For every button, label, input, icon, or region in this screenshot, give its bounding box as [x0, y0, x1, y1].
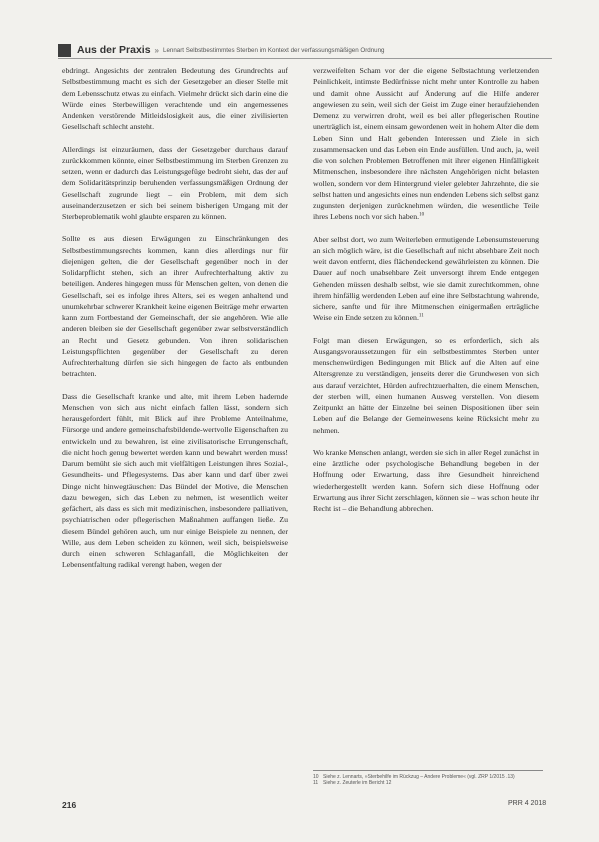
paragraph — [313, 335, 539, 436]
footnote-reference: 11 — [418, 313, 424, 319]
paragraph — [313, 65, 539, 223]
paragraph-text: Folgt man diesen Erwägungen, so es erforderlich, sich als Ausgangsvoraussetzungen für ein selbstbestimmtes Sterben unter menschenwürdigen Bedingungen mit Blick auf die Alten auf eine Altersgrenze zu verständigen, jenseits derer die Grundwesen von sich aus darauf verzichtet, Hürden aufrechtzuerhalten, die einem Menschen, der sterben will, einen humanen Ausweg verstellen. Von diesem Zeitpunkt an hätte der Einzelne bei seinen Dispositionen über sein Leben auf die Belange der Gemeinwesens keine Rücksicht mehr zu nehmen. — [313, 335, 539, 435]
paragraph — [313, 234, 539, 324]
footnote-reference: 10 — [419, 212, 425, 218]
header-separator: » — [154, 45, 159, 55]
journal-issue: PRR 4 2018 — [508, 800, 547, 807]
article-subtitle: Lennart Selbstbestimmtes Sterben im Kontext der verfassungsmäßigen Ordnung — [163, 46, 385, 54]
left-text-column — [62, 65, 288, 571]
running-header — [58, 42, 552, 59]
footnote-text: Siehe z. Lennarts, »Sterbehilfe im Rückzug – Andere Probleme« (vgl. ZRP 1/2015 .13) — [323, 774, 515, 780]
right-text-column — [313, 65, 539, 514]
section-marker-square — [58, 44, 71, 57]
footnotes — [313, 770, 543, 786]
footnote-number: 11 — [313, 780, 319, 787]
paragraph: Allerdings ist einzuräumen, dass der Gesetzgeber durchaus darauf zurückkommen könnte, einer Selbstbestimmung im Sterben Grenzen zu setzen, wenn er dadurch das Leistungsgefüge bedroht sieht, das der auf dem Solidaritätsprinzip beruhenden verfassungsmäßigen Ordnung der Gesellschaft zugrunde liegt – ein Problem, mit dem sich auseinanderzusetzen er sich bei seinem bisherigen Umgang mit der Sterbeproblematik wohl glaubte ersparen zu können. — [62, 144, 288, 221]
page-number: 216 — [62, 800, 77, 810]
footnote — [313, 780, 543, 786]
section-title: Aus der Praxis — [77, 44, 151, 56]
paragraph — [313, 447, 539, 515]
paragraph-text: Aber selbst dort, wo zum Weiterleben ermutigende Lebensumsteuerung an sich möglich wäre, ist die Gesellschaft auf nicht absehbare Zeit noch weit davon entfernt, dies flächendeckend gewährleisten zu können. Die Dauer auf noch unabsehbare Zeit unversorgt ihrem Ende entgegen Gehenden müssen deshalb selbst, wie sie damit zurechtkommen, ohne ihrem hinfällig werdenden Leben auf eine ihre Selbstachtung wahrende, sichere, sanfte und für ihre Mitmenschen einigermaßen erträgliche Weise ein Ende setzen zu können. — [313, 234, 539, 323]
footnote-number: 10 — [313, 774, 319, 780]
paragraph-text: verzweifelten Scham vor der die eigene Selbstachtung verletzenden Peinlichkeit, intimste Bedürfnisse nicht mehr unter Kontrolle zu haben und damit ohne Aussicht auf Änderung auf die Hilfe anderer angewiesen zu sein, weil sich der Geist im Zuge einer heraufziehenden Demenz zu verwirren droht, weil es bei aller pflegerischen Routine unerträglich ist, einem einsam gewordenen weit in hohem Alter die dem Leben Sinn und Halt gebenden Interessen und Ziele in sich zusammensacken und das Leben ein Ende ausfüllen. Und auch, ja, weil die von solchen Problemen Betroffenen mit ihrer eigenen Hinfälligkeit Mitmenschen, insbesondere ihre nächsten Angehörigen nicht belasten wollen, sondern vor dem Hintergrund vieler gelebter Jahrzehnte, die sie selbst hatten und angesichts eines nun endenden Lebens sich selbst ganz zugunsten derjenigen zurücknehmen würden, die wesentliche Teile ihres Lebens noch vor sich haben. — [313, 66, 539, 222]
paragraph: Dass die Gesellschaft kranke und alte, mit ihrem Leben hadernde Menschen von sich aus nicht einfach fallen lässt, sondern sich herausgefordert fühlt, mit Blick auf ihre Probleme Anteilnahme, Fürsorge und andere gemeinschaftsbildende-wertvolle Eigenschaften zu entwickeln und zu bewahren, ist eine zivilisatorische Errungenschaft, die nicht hoch genug bewertet werden kann und bewahrt werden muss! Darum bemüht sie sich auch mit vielfältigen Leistungen ihres Sozial-, Gesundheits- und Pflegesystems. Das aber kann und darf über zwei Dinge nicht hinwegtäuschen: Das Bündel der Motive, die Menschen dazu bewegen, sich das Leben zu nehmen, ist wesentlich weiter gefächert, als dass es sich mit medizinischen, insbesondere palliativen, psychiatrischen oder pflegerischen Maßnahmen auffangen ließe. Zu diesem Bündel gehören auch, um nur einige Beispiele zu nennen, der Wille, aus dem Leben scheiden zu können, weil sich, beispielsweise durch einen schweren Schlaganfall, die Möglichkeiten der Lebensentfaltung radikal verengt haben, wegen der — [62, 391, 288, 570]
paragraph: ebdringt. Angesichts der zentralen Bedeutung des Grundrechts auf Selbstbestimmung macht es sich der Gesetzgeber an dieser Stelle mit dem Lebensschutz etwas zu einfach. Vielmehr drückt sich darin eine die Würde eines Sterbewilligen verachtende und ein angemessenes Andenken verstörende Mitleidslosigkeit aus, die einer zivilisierten Gesellschaft schlecht ansteht. — [62, 66, 288, 132]
footnote-text: Siehe z. Zeuterle im Bericht 12 — [323, 780, 392, 787]
paragraph: Sollte es aus diesen Erwägungen zu Einschränkungen des Selbstbestimmungsrechts kommen, kann dies allerdings nur für diejenigen gelten, die der Gesellschaft gegenüber noch in der Solidarpflicht stehen, sich an ihrer Aufrechterhaltung aktiv zu beteiligen. Anderes hingegen muss für Menschen gelten, von denen die Gesellschaft, sei es infolge ihres Alters, sei es wegen anhaltend und unumkehrbar schwerer Krankheit keine eigenen Beiträge mehr erwarten kann zum Fortbestand der Gemeinschaft, der sie angehören. Wie alle anderen bleiben sie der Gesellschaft gegenüber zwar selbstverständlich an Recht und Gesetz gebunden. Von ihren solidarischen Leistungspflichten gegenüber der Gesellschaft zu deren Aufrechterhaltung dürfen sie sich hingegen de facto als entbunden betrachten. — [62, 234, 288, 379]
paragraph-text: Wo kranke Menschen anlangt, werden sie sich in aller Regel zunächst in eine ärztliche oder psychologische Behandlung begeben in der Hoffnung oder Erwartung, dass ihre Gesundheit hinreichend wiederhergestellt werden kann. Sofern sich diese Hoffnung oder Erwartung aus ihrer Sicht zerschlagen, können sie – was schon heute ihr Recht ist – die Behandlung abbrechen. — [313, 447, 539, 513]
